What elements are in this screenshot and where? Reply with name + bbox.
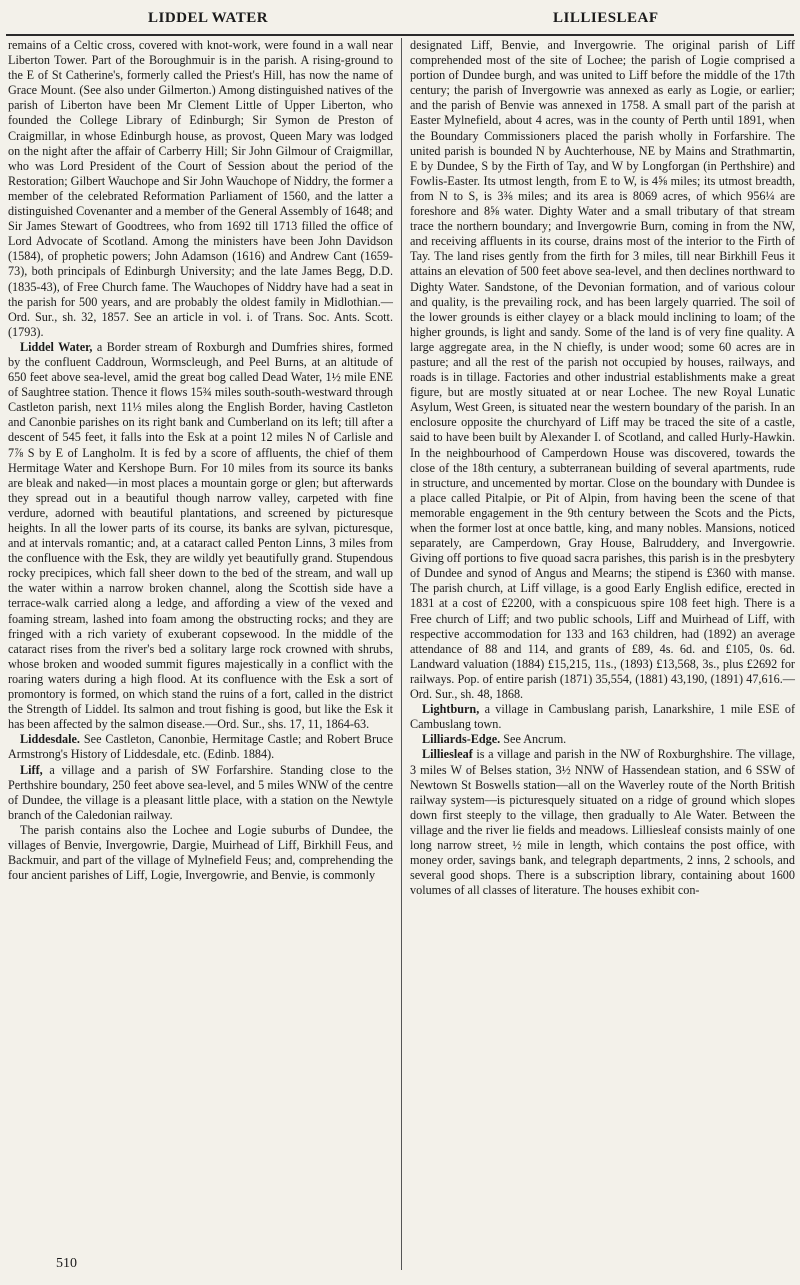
liff-continuation: designated Liff, Benvie, and Invergowrie. The original parish of Liff comprehended most of the site of Lochee; the parish of Logie comprised a portion of Dundee burgh, and was united to Liff before the middle of the 17th century; the parish of Invergowrie was annexed as early as Logie, or earlier; and the parish of Benvie was annexed in 1758. A small part of the parish at Easter Mylnefield, about 4 acres, was in the county of Perth until 1891, when the Boundary Commissioners placed the parish wholly in Forfarshire. The united parish is bounded N by Auchterhouse, NE by Mains and Strathmartin, E by Dundee, S by the Firth of Tay, and W by Longforgan (in Perthshire) and Fowlis-Easter. Its utmost length, from E to W, is 4⅝ miles; its utmost breadth, from N to S, is 3⅜ miles; and its area is 8069 acres, of which 956¼ are foreshore and 8⅝ water. Dighty Water and a small tributary of that stream trace the northern boundary; and Invergowrie Burn, coming in from the NW, and receiving affluents in its course, drains most of the interior to the Firth of Tay. The land rises gently from the firth for 3 miles, till near Birkhill Feus it attains an elevation of 500 feet above sea-level, and then declines northward to Dighty Water. Sandstone, of the Devonian formation, and of various colour and quality, is the prevailing rock, and has been largely quarried. The soil of the lower grounds is either clayey or a black mould inclining to loam; of the higher grounds, is light and sandy. Some of the land is of very fine quality. A large aggregate area, in the N chiefly, is under wood; some 60 acres are in pasture; and all the rest of the parish not occupied by houses, railways, and roads is in tillage. Factories and other industrial establishments make a great figure, but are mostly situated at or near Lochee. The new Royal Lunatic Asylum, West Green, is situated near the western boundary of the parish. In an enclosure opposite the churchyard of Liff may be traced the site of a castle, said to have been built by Alexander I. of Scotland, and called Hurly-Hawkin. In the neighbourhood of Camperdown House was discovered, towards the close of the 18th century, a subterranean building of several apartments, rude in structure, and uncemented by mortar. Close on the boundary with Dundee is a place called Pitalpie, or Pit of Alpin, from having been the scene of that memorable engagement in the 9th century between the Scots and the Picts, when the former lost at once battle, king, and many nobles. Mansions, noticed separately, are Camperdown, Gray House, Balruddery, and Invergowrie. Giving off portions to five quoad sacra parishes, this parish is in the presbytery of Dundee and synod of Angus and Mearns; the stipend is £360 with manse. The parish church, at Liff village, is a good Early English edifice, erected in 1831 at a cost of £2200, with a conspicuous spire 108 feet high. There is a Free church of Liff; and two public schools, Liff and Muirhead of Liff, with respective accommodation for 133 and 163 children, had (1892) an average attendance of 88 and 114, and grants of £89, 4s. 6d. and £105, 0s. 6d. Landward valuation (1884) £15,215, 11s., (1893) £13,568, 3s., plus £2692 for railways. Pop. of entire parish (1871) 35,554, (1881) 43,190, (1891) 47,616.—Ord. Sur., sh. 48, 1868. (410, 38, 795, 702)
header-rule (6, 34, 794, 36)
left-column (8, 38, 393, 883)
right-column (410, 38, 795, 898)
column-divider (401, 38, 402, 1270)
headword-lightburn: Lightburn, (422, 702, 480, 717)
entry-text: a Border stream of Roxburgh and Dumfries shires, formed by the confluent Caddroun, Wormscleugh, and Peel Burns, at an altitude of 650 feet above sea-level, amid the great bog called Dead Water, 1½ mile ENE of Saughtree station. Thence it flows 15¾ miles south-south-westward through Castleton parish, next 11⅓ miles along the English Border, having Castleton and Canonbie parishes on its right bank and Cumberland on its left; till after a descent of 545 feet, it falls into the Esk at a point 12 miles N of Carlisle and 7⅞ S by E of Langholm. It is fed by a score of affluents, the chief of them Hermitage Water and Kershope Burn. For 10 miles from its source its banks are bleak and naked—in most places a mountain gorge or glen; but afterwards they spread out in a beautiful though narrow valley, carpeted with fine verdure, adorned with beautiful plantations, and screened by picturesque heights. In all the lower parts of its course, its banks are sylvan, picturesque, and at intervals romantic; and, at a cataract called Penton Linns, 3 miles from the confluence with the Esk, they are wildly yet beautifully grand. Stupendous rocky precipices, which fall sheer down to the bed of the stream, and wall up the water within a narrow broken channel, along the Scottish side have a terrace-walk carried along a ledge, and affording a view of the vexed and foaming stream, lashed into foam among the obstructing rocks; and they are fringed with a rich variety of exuberant copsewood. In the middle of the cataract rises from the river's bed a solitary large rock crowned with shrubs, whose broken and wooded summit figures majestically in a conflict with the roaring waters during a high flood. At its confluence with the Esk a sort of promontory is formed, on which stand the ruins of a fort, called in the district the Strength of Liddel. Its salmon and trout fishing is good, but like the Esk it has been affected by the salmon disease.—Ord. Sur., shs. 17, 11, 1864-63. (8, 339, 393, 732)
entry-lightburn (410, 702, 795, 732)
entry-lilliards-edge (410, 732, 795, 747)
entry-text: See Castleton, Canonbie, Hermitage Castle; and Robert Bruce Armstrong's History of Liddesdale, etc. (Edinb. 1884). (8, 732, 393, 762)
entry-liff-para2: The parish contains also the Lochee and Logie suburbs of Dundee, the villages of Benvie, Invergowrie, Dargie, Muirhead of Liff, Birkhill Feus, and Backmuir, and part of the village of Mylnefield Feus; and, comprehending the four ancient parishes of Liff, Logie, Invergowrie, and Benvie, is commonly (8, 822, 393, 883)
headword-liddel-water: Liddel Water, (20, 339, 93, 354)
header-right: LILLIESLEAF (553, 10, 659, 26)
entry-liff (8, 763, 393, 823)
entry-text: a village and a parish of SW Forfarshire. Standing close to the Perthshire boundary, 250 feet above sea-level, and 5 miles WNW of the centre of Dundee, the village is a pleasant little place, with a station on the Newtyle branch of the Caledonian railway. (8, 762, 393, 822)
entry-liddel-water (8, 340, 393, 732)
liberton-continuation: remains of a Celtic cross, covered with knot-work, were found in a wall near Liberton Tower. Part of the Boroughmuir is in the parish. A rising-ground to the E of St Catherine's, formerly called the Priest's Hill, has now the name of Grace Mount. (See also under Gilmerton.) Among distinguished natives of the parish of Liberton have been Mr Clement Little of Upper Liberton, who founded the College Library of Edinburgh; Sir Symon de Preston of Craigmillar, in whose Edinburgh house, as provost, Queen Mary was lodged on the night after the affair of Carberry Hill; Sir John Gilmour of Craigmillar, who was Lord President of the Court of Session about the period of the Restoration; Gilbert Wauchope and Sir John Wauchope of Niddry, the former a member of the celebrated Reformation Parliament of 1560, and the latter a distinguished Covenanter and a member of the General Assembly of 1648; and Sir James Stewart of Goodtrees, who from 1692 till 1713 filled the office of Lord Advocate of Scotland. Among the ministers have been John Davidson (1584), of prophetic powers; John Adamson (1616) and Andrew Cant (1659-73), both principals of Edinburgh University; and the late James Begg, D.D. (1835-43), of Free Church fame. The Wauchopes of Niddry have had a seat in the parish for 500 years, and are probably the oldest family in Midlothian.—Ord. Sur., sh. 32, 1857. See an article in vol. i. of Trans. Soc. Ants. Scott. (1793). (8, 38, 393, 339)
running-header (0, 6, 800, 34)
header-left: LIDDEL WATER (148, 10, 269, 26)
headword-liff: Liff, (20, 762, 43, 777)
headword-lilliesleaf: Lilliesleaf (422, 747, 473, 762)
entry-liddesdale (8, 732, 393, 762)
page-number: 510 (56, 1256, 77, 1271)
headword-lilliards-edge: Lilliards-Edge. (422, 732, 501, 747)
entry-lilliesleaf (410, 747, 795, 898)
entry-text: See Ancrum. (503, 732, 567, 747)
entry-text: is a village and parish in the NW of Roxburghshire. The village, 3 miles W of Belses station, 3½ NNW of Hassendean station, and 6 SSW of Newtown St Boswells station—all on the Waverley route of the North British railway system—is picturesquely situated on a ridge of ground which slopes down first steeply to the village, then gradually to Ale Water. Between the village and the river lie fields and meadows. Lilliesleaf consists mainly of one long narrow street, ½ mile in length, which contains the post office, with money order, savings bank, and telegraph departments, 2 inns, 2 schools, and several good shops. There is a subscription library, containing about 1600 volumes of all classes of literature. The houses exhibit con- (410, 747, 795, 898)
headword-liddesdale: Liddesdale. (20, 732, 80, 747)
entry-text: a village in Cambuslang parish, Lanarkshire, 1 mile ESE of Cambuslang town. (410, 702, 795, 732)
